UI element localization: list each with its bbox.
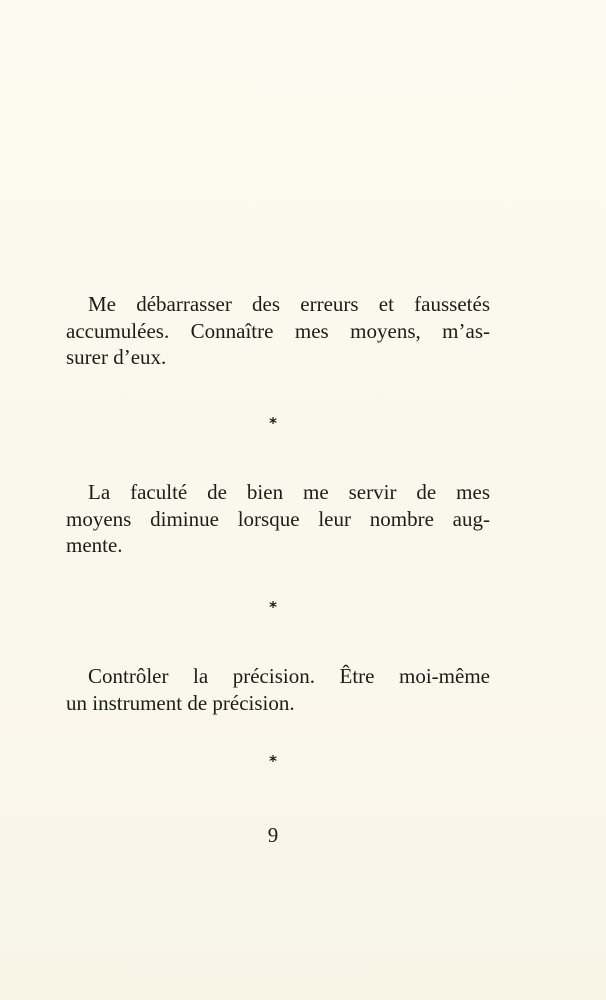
paragraph-2 bbox=[66, 479, 490, 559]
paragraph-1 bbox=[66, 291, 490, 371]
paragraph-3-line-2: un instrument de précision. bbox=[66, 690, 295, 715]
paragraph-3-line-1: Contrôler la précision. Être moi-même bbox=[88, 664, 490, 688]
paragraph-1-line-1: Me débarrasser des erreurs et faussetés bbox=[88, 292, 490, 316]
paragraph-1-line-2: accumulées. Connaître mes moyens, m’as- bbox=[66, 318, 490, 343]
page-number: 9 bbox=[267, 823, 279, 847]
paragraph-1-line-3: surer d’eux. bbox=[66, 345, 167, 369]
paragraph-2-line-1: La faculté de bien me servir de mes bbox=[88, 480, 490, 504]
section-separator-1: * bbox=[269, 414, 277, 432]
section-separator-3: * bbox=[269, 752, 277, 770]
paragraph-2-line-2: moyens diminue lorsque leur nombre aug- bbox=[66, 506, 490, 531]
paragraph-2-line-3: mente. bbox=[66, 533, 123, 557]
paragraph-3 bbox=[66, 663, 490, 716]
section-separator-2: * bbox=[269, 598, 277, 616]
